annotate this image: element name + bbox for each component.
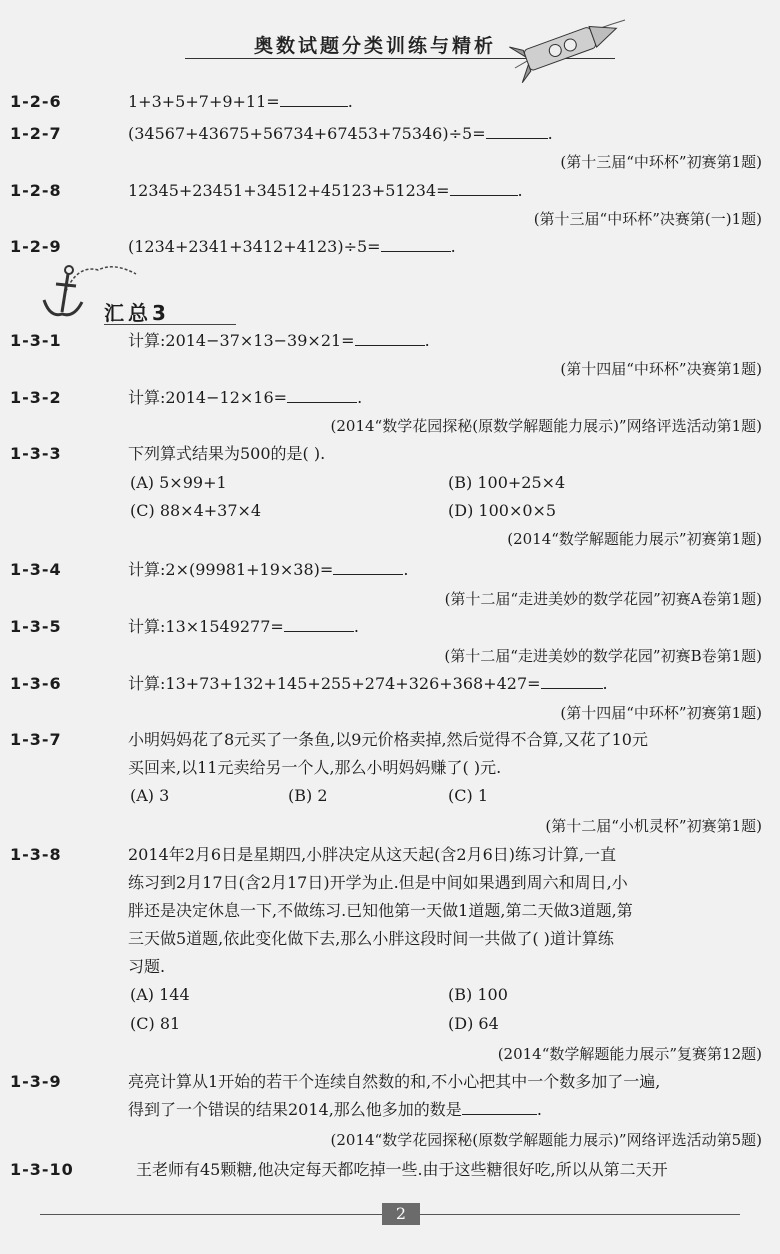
problem-source: (第十四届“中环杯”初赛第1题) bbox=[560, 704, 762, 722]
problem-text-line: 练习到2月17日(含2月17日)开学为止.但是中间如果遇到周六和周日,小 bbox=[128, 873, 628, 892]
problem-source: (第十二届“小机灵杯”初赛第1题) bbox=[545, 817, 762, 835]
problem-text: 计算:13×1549277= . bbox=[128, 617, 359, 636]
problem-text-line: 小明妈妈花了8元买了一条鱼,以9元价格卖掉,然后觉得不合算,又花了10元 bbox=[128, 730, 648, 749]
problem-source: (第十四届“中环杯”决赛第1题) bbox=[560, 360, 762, 378]
option-b: (B) 100+25×4 bbox=[448, 473, 566, 492]
problem-number: 1-3-8 bbox=[10, 845, 62, 864]
problem-text-line: 三天做5道题,依此变化做下去,那么小胖这段时间一共做了( )道计算练 bbox=[128, 929, 614, 948]
problem-source: (第十二届“走进美妙的数学花园”初赛B卷第1题) bbox=[444, 647, 762, 665]
problem-source: (2014“数学解题能力展示”复赛第12题) bbox=[497, 1045, 762, 1063]
problem-text: 计算:2014−12×16= . bbox=[128, 388, 363, 407]
problem-number: 1-3-10 bbox=[10, 1160, 74, 1179]
problem-text-line: 胖还是决定休息一下,不做练习.已知他第一天做1道题,第二天做3道题,第 bbox=[128, 901, 633, 920]
item-text: 1+3+5+7+9+11= . bbox=[128, 92, 353, 111]
item-text: (1234+2341+3412+4123)÷5= . bbox=[128, 237, 456, 256]
item-number: 1-2-8 bbox=[10, 181, 62, 200]
item-source: (第十三届“中环杯”初赛第1题) bbox=[560, 153, 762, 171]
item-number: 1-2-9 bbox=[10, 237, 62, 256]
section-rule bbox=[104, 324, 236, 325]
page-header-title: 奥数试题分类训练与精析 bbox=[253, 35, 496, 57]
problem-text: 计算:13+73+132+145+255+274+326+368+427= . bbox=[128, 674, 608, 693]
option-b: (B) 100 bbox=[448, 985, 508, 1004]
problem-source: (2014“数学花园探秘(原数学解题能力展示)”网络评选活动第5题) bbox=[330, 1131, 762, 1149]
problem-text-line: 亮亮计算从1开始的若干个连续自然数的和,不小心把其中一个数多加了一遍, bbox=[128, 1072, 661, 1091]
item-number: 1-2-6 bbox=[10, 92, 62, 111]
option-a: (A) 3 bbox=[130, 786, 170, 805]
problem-text-line: 2014年2月6日是星期四,小胖决定从这天起(含2月6日)练习计算,一直 bbox=[128, 845, 617, 864]
problem-number: 1-3-4 bbox=[10, 560, 62, 579]
problem-number: 1-3-9 bbox=[10, 1072, 62, 1091]
option-c: (C) 81 bbox=[130, 1014, 181, 1033]
option-a: (A) 5×99+1 bbox=[130, 473, 227, 492]
page-number: 2 bbox=[382, 1203, 420, 1225]
problem-text: 下列算式结果为500的是( ). bbox=[128, 444, 326, 463]
section-title: 汇总3 bbox=[104, 301, 170, 325]
option-b: (B) 2 bbox=[288, 786, 328, 805]
problem-text: 计算:2×(99981+19×38)= . bbox=[128, 560, 409, 579]
option-d: (D) 64 bbox=[448, 1014, 499, 1033]
problem-number: 1-3-6 bbox=[10, 674, 62, 693]
item-source: (第十三届“中环杯”决赛第(一)1题) bbox=[533, 210, 762, 228]
option-a: (A) 144 bbox=[130, 985, 190, 1004]
problem-source: (2014“数学花园探秘(原数学解题能力展示)”网络评选活动第1题) bbox=[330, 417, 762, 435]
problem-number: 1-3-3 bbox=[10, 444, 62, 463]
option-c: (C) 1 bbox=[448, 786, 488, 805]
problem-source: (2014“数学解题能力展示”初赛第1题) bbox=[507, 530, 762, 548]
item-number: 1-2-7 bbox=[10, 124, 62, 143]
option-c: (C) 88×4+37×4 bbox=[130, 501, 262, 520]
problem-text-line: 得到了一个错误的结果2014,那么他多加的数是 . bbox=[128, 1100, 542, 1119]
problem-text-line: 习题. bbox=[128, 957, 166, 976]
problem-number: 1-3-5 bbox=[10, 617, 62, 636]
problem-text-line: 买回来,以11元卖给另一个人,那么小明妈妈赚了( )元. bbox=[128, 758, 502, 777]
problem-number: 1-3-2 bbox=[10, 388, 62, 407]
rocket-icon bbox=[505, 8, 655, 83]
problem-number: 1-3-7 bbox=[10, 730, 62, 749]
problem-number: 1-3-1 bbox=[10, 331, 62, 350]
item-text: (34567+43675+56734+67453+75346)÷5= . bbox=[128, 124, 553, 143]
option-d: (D) 100×0×5 bbox=[448, 501, 557, 520]
problem-text: 计算:2014−37×13−39×21= . bbox=[128, 331, 430, 350]
problem-source: (第十二届“走进美妙的数学花园”初赛A卷第1题) bbox=[444, 590, 762, 608]
item-text: 12345+23451+34512+45123+51234= . bbox=[128, 181, 523, 200]
problem-text-line: 王老师有45颗糖,他决定每天都吃掉一些.由于这些糖很好吃,所以从第二天开 bbox=[136, 1160, 668, 1179]
